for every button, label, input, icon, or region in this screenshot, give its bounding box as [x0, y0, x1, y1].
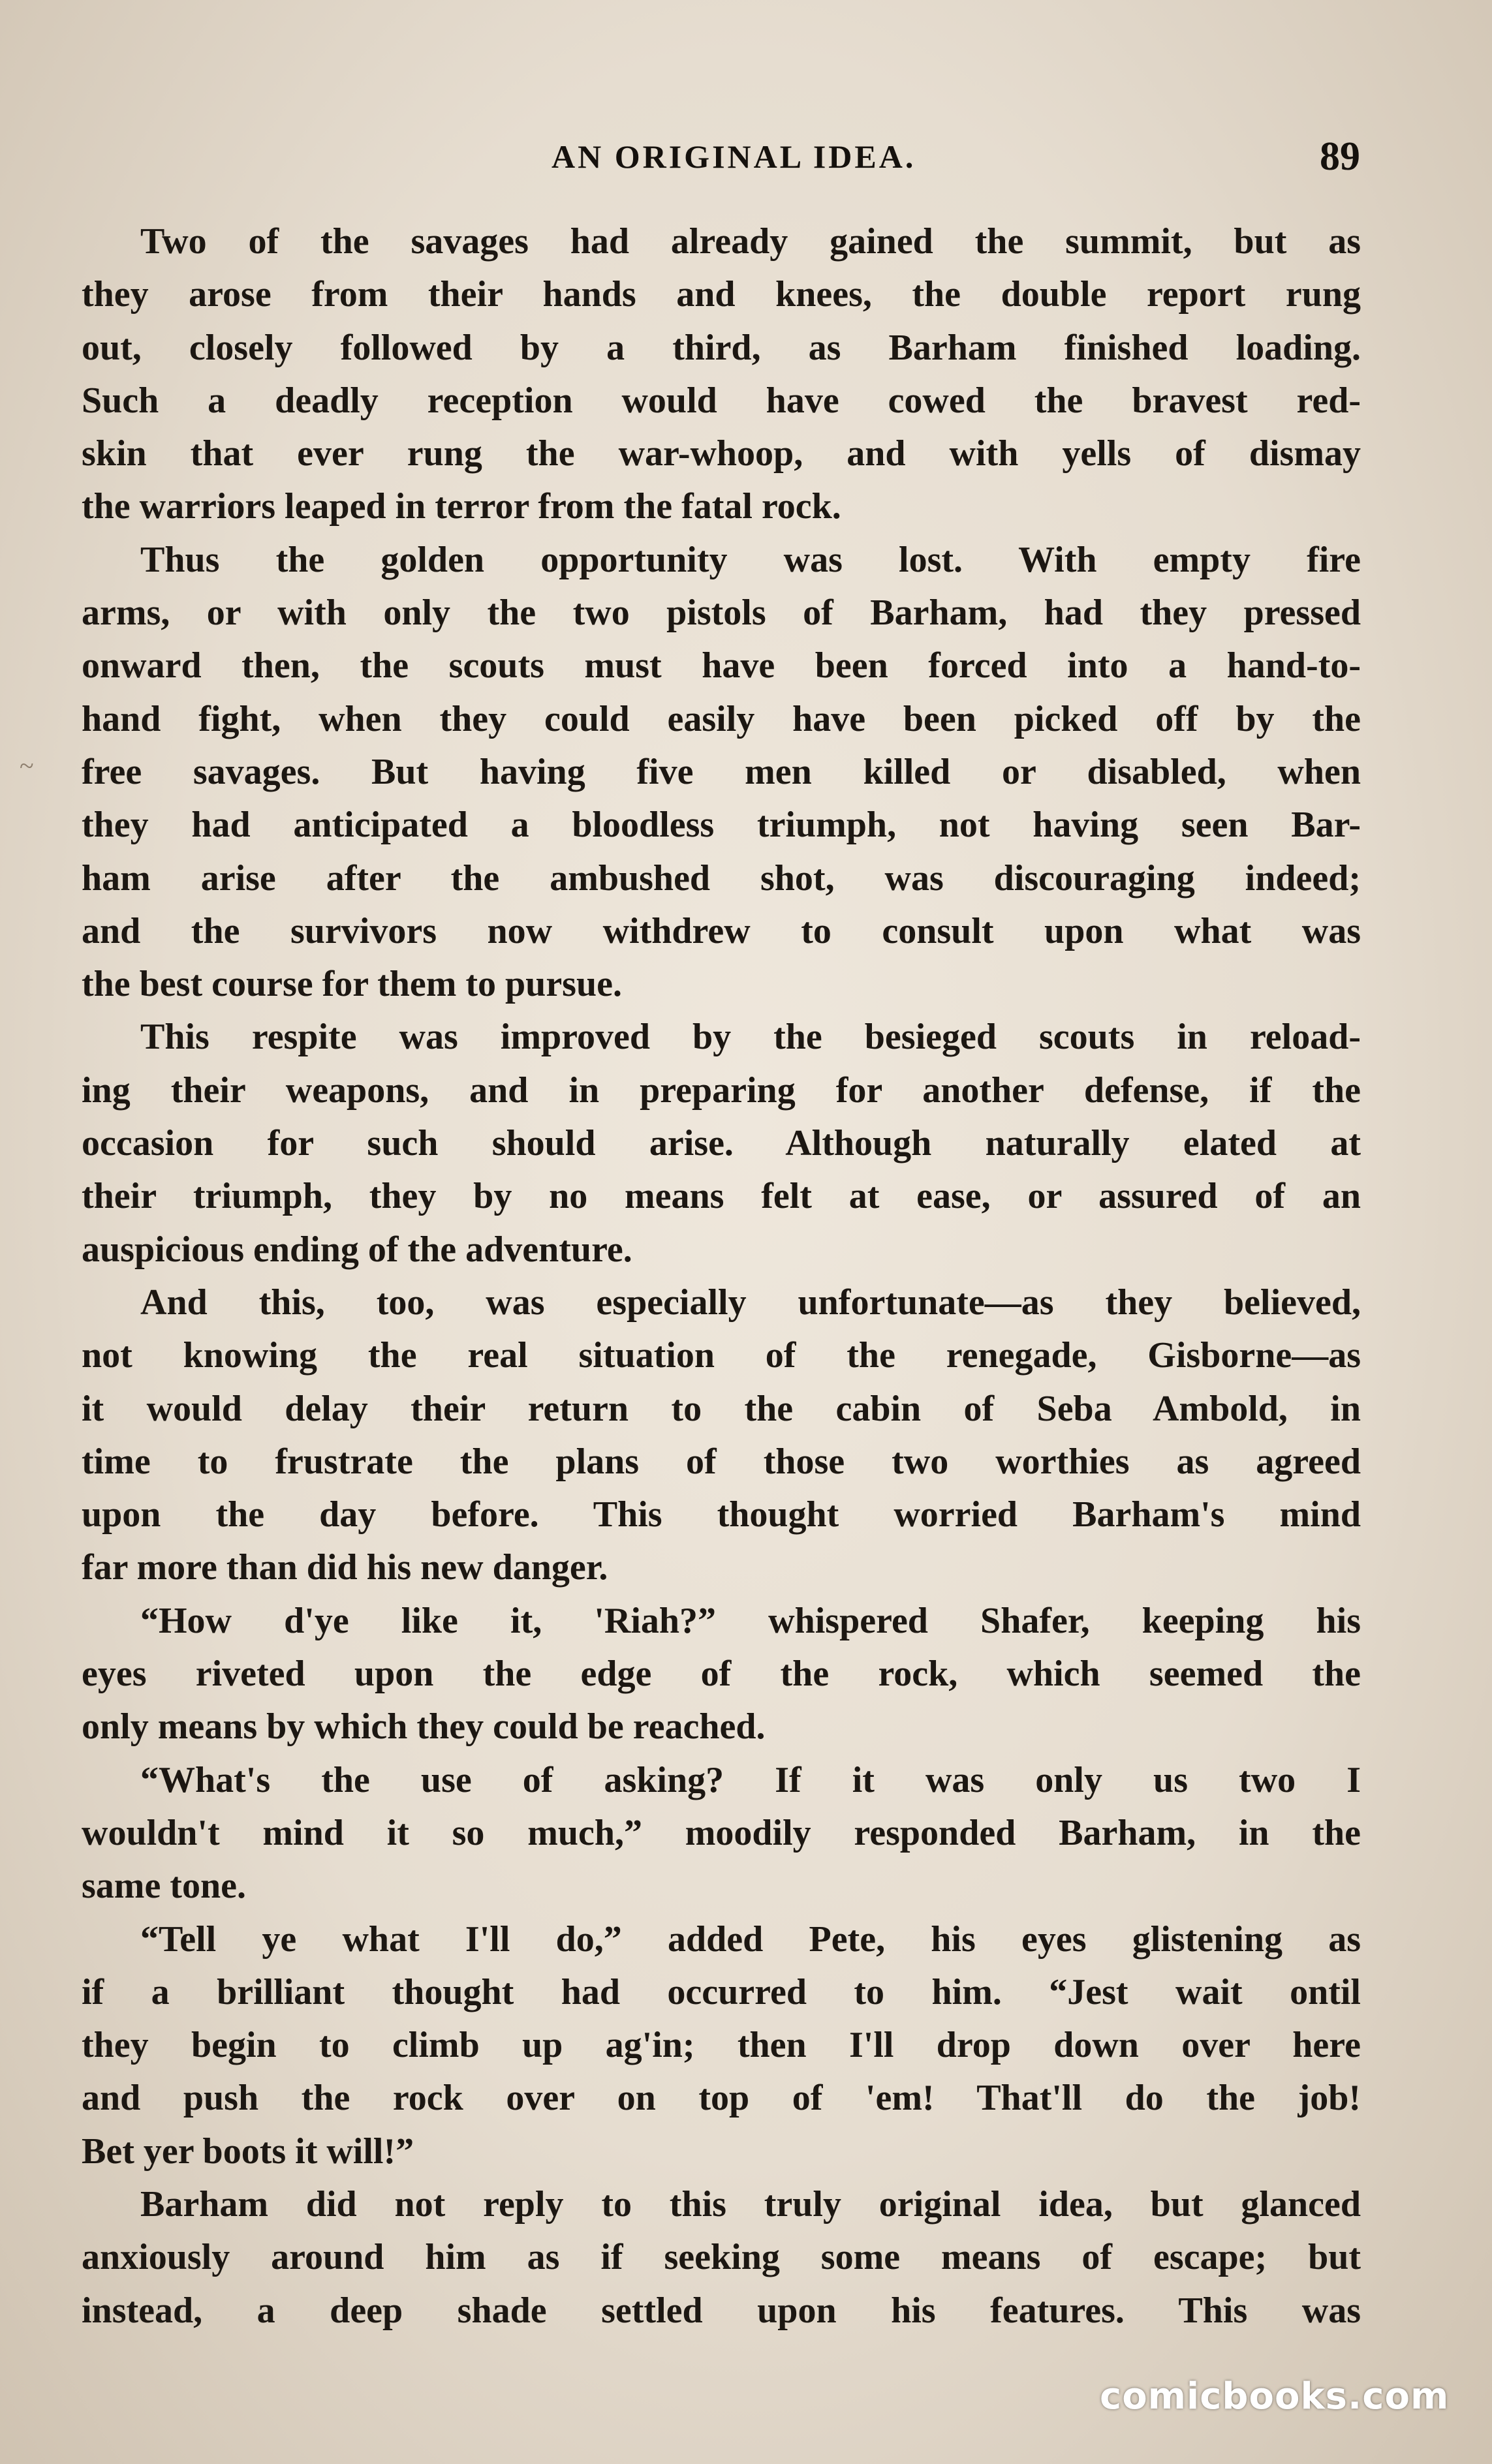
text-line: same tone.: [82, 1866, 246, 1907]
text-line: upon the day before. This thought worried Barham's mind: [82, 1494, 1361, 1535]
text-line: not knowing the real situation of the renegade, Gisborne—as: [82, 1335, 1361, 1376]
text-line: Thus the golden opportunity was lost. With empty fire: [140, 539, 1361, 580]
text-line: out, closely followed by a third, as Barham finished loading.: [82, 327, 1361, 368]
text-line: instead, a deep shade settled upon his features. This was: [82, 2290, 1361, 2331]
text-line: the best course for them to pursue.: [82, 964, 622, 1005]
text-line: Two of the savages had already gained the summit, but as: [140, 221, 1361, 262]
text-line: free savages. But having five men killed or disabled, when: [82, 751, 1361, 792]
text-line: it would delay their return to the cabin of Seba Ambold, in: [82, 1388, 1361, 1429]
text-line: the warriors leaped in terror from the fatal rock.: [82, 486, 841, 527]
text-line: “What's the use of asking? If it was only us two I: [140, 1759, 1361, 1800]
text-line: hand fight, when they could easily have been picked off by the: [82, 698, 1361, 739]
running-head: [0, 127, 1492, 186]
text-line: onward then, the scouts must have been forced into a hand-to-: [82, 645, 1361, 686]
text-line: Bet yer boots it will!”: [82, 2131, 414, 2172]
text-line: they arose from their hands and knees, the double report rung: [82, 274, 1361, 315]
text-line: eyes riveted upon the edge of the rock, which seemed the: [82, 1654, 1361, 1695]
margin-mark: ~: [20, 751, 34, 780]
text-line: anxiously around him as if seeking some means of escape; but: [82, 2237, 1361, 2278]
running-title: AN ORIGINAL IDEA.: [552, 138, 916, 175]
text-line: And this, too, was especially unfortunate—as they believed,: [140, 1282, 1361, 1323]
text-line: “How d'ye like it, 'Riah?” whispered Shafer, keeping his: [140, 1600, 1361, 1641]
text-line: “Tell ye what I'll do,” added Pete, his eyes glistening as: [140, 1918, 1361, 1960]
text-line: they begin to climb up ag'in; then I'll drop down over here: [82, 2025, 1361, 2066]
body-text: [82, 215, 1361, 2337]
text-line: skin that ever rung the war-whoop, and with yells of dismay: [82, 433, 1361, 474]
text-line: wouldn't mind it so much,” moodily responded Barham, in the: [82, 1812, 1361, 1853]
text-line: arms, or with only the two pistols of Barham, had they pressed: [82, 593, 1361, 634]
text-line: occasion for such should arise. Although naturally elated at: [82, 1123, 1361, 1164]
text-line: they had anticipated a bloodless triumph, not having seen Bar-: [82, 805, 1361, 846]
text-line: Such a deadly reception would have cowed the bravest red-: [82, 380, 1361, 421]
text-line: ing their weapons, and in preparing for another defense, if the: [82, 1070, 1361, 1111]
text-line: This respite was improved by the besieged scouts in reload-: [140, 1017, 1361, 1058]
text-line: if a brilliant thought had occurred to him. “Jest wait ontil: [82, 1971, 1361, 2012]
watermark: comicbooks.com: [1100, 2375, 1450, 2418]
text-line: Barham did not reply to this truly original idea, but glanced: [140, 2183, 1361, 2225]
text-line: only means by which they could be reached.: [82, 1706, 766, 1748]
text-line: auspicious ending of the adventure.: [82, 1229, 632, 1270]
text-line: and the survivors now withdrew to consult upon what was: [82, 910, 1361, 951]
text-line: and push the rock over on top of 'em! That'll do the job!: [82, 2078, 1361, 2119]
text-line: ham arise after the ambushed shot, was discouraging indeed;: [82, 857, 1361, 899]
text-line: far more than did his new danger.: [82, 1547, 608, 1588]
text-line: their triumph, they by no means felt at ease, or assured of an: [82, 1176, 1361, 1217]
page-number: 89: [1320, 134, 1360, 179]
text-line: time to frustrate the plans of those two worthies as agreed: [82, 1441, 1361, 1482]
